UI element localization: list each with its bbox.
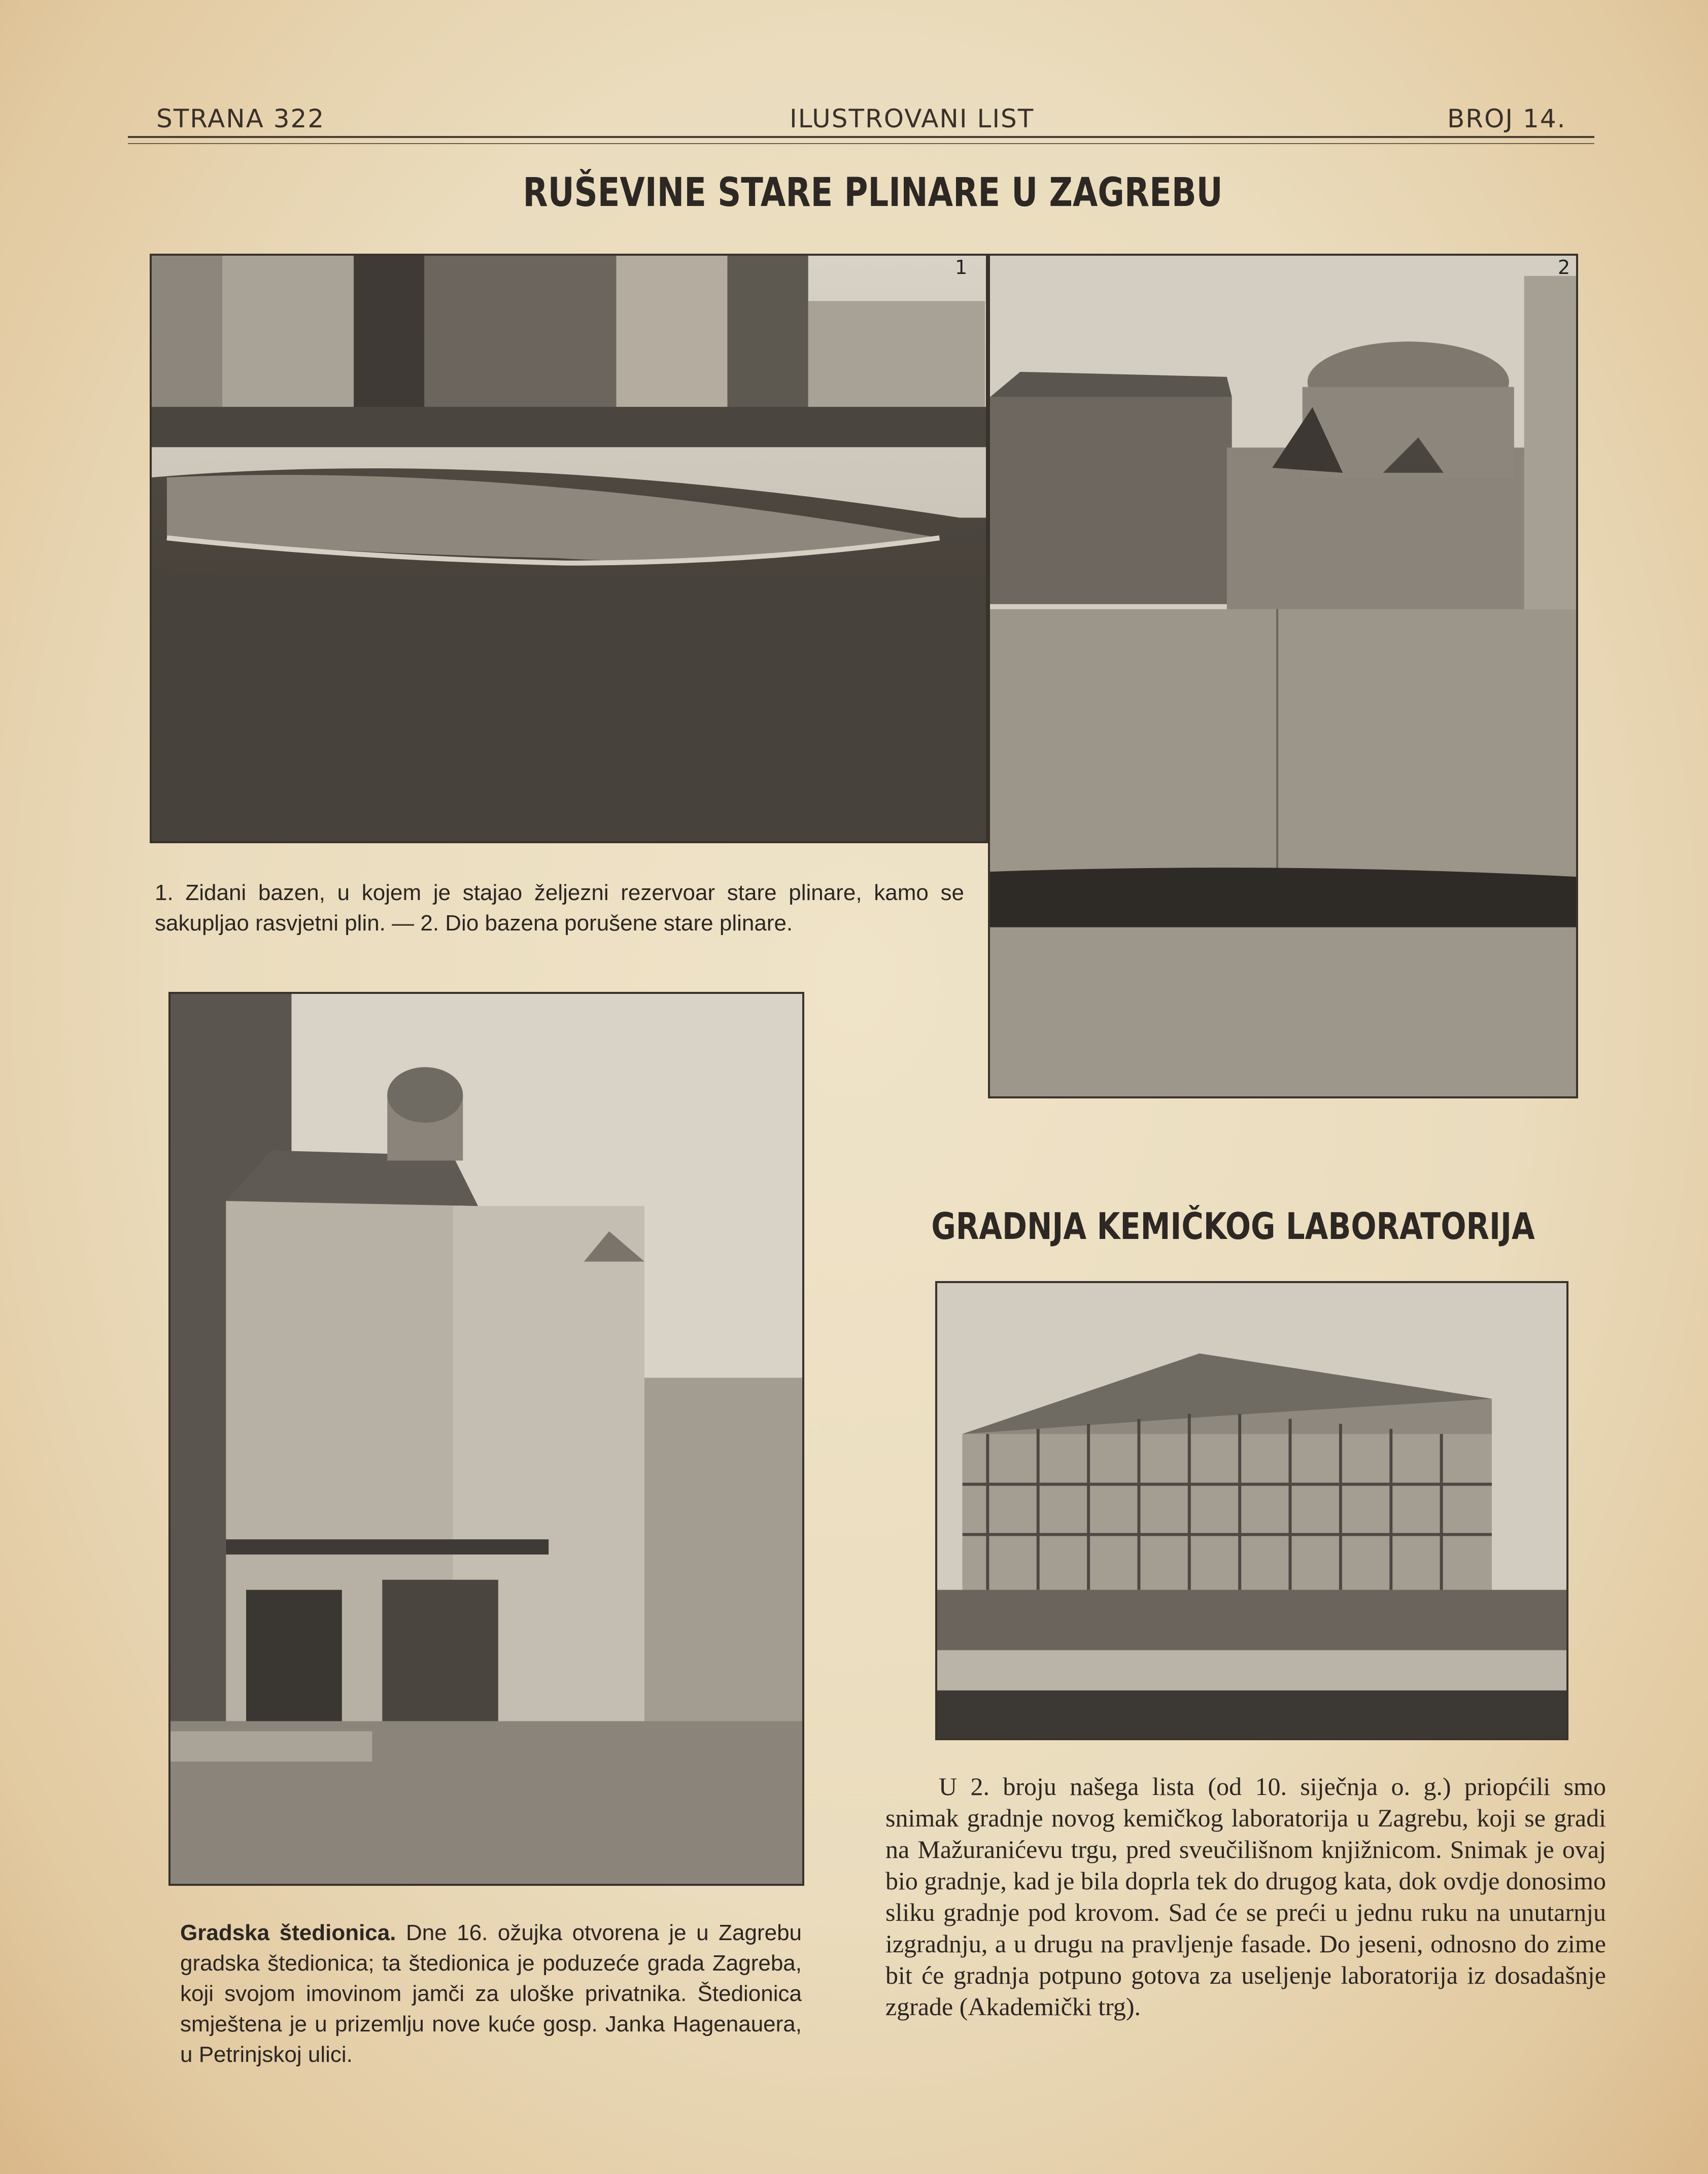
photo-basin-1 xyxy=(150,254,988,843)
page-number: STRANA 322 xyxy=(156,104,325,133)
article-title-laboratory: GRADNJA KEMIČKOG LABORATORIJA xyxy=(931,1205,1535,1248)
article-text-laboratory: U 2. broju našega lista (od 10. siječnja o. g.) priopćili smo snimak gradnje novog kemičkog laboratorija u Zagrebu, koji se gradi na Mažuranićevu trgu, pred sveučilišnom knjižnicom. Snimak je ovaj bio gradnje, kad je bila doprla tek do drugog kata, dok ovdje donosimo sliku gradnje pod krovom. Sad će se preći u jednu ruku na unutarnju izgradnju, a u drugu na pravljenje fasade. Do jeseni, odnosno do zime bit će gradnja potpuno gotova za useljenje laboratorija iz dosadašnje zgrade (Akademički trg). xyxy=(885,1772,1606,2021)
photo-1-number: 1 xyxy=(955,256,968,279)
issue-number: BROJ 14. xyxy=(1447,104,1566,133)
photo-laboratory xyxy=(935,1281,1568,1740)
publication-name: ILUSTROVANI LIST xyxy=(790,104,1035,133)
header-rule xyxy=(128,136,1594,144)
photo-savings-bank xyxy=(168,992,804,1886)
caption-savings-bank xyxy=(180,1918,802,2070)
caption-savings-bank-title: Gradska štedionica. xyxy=(180,1920,396,1945)
article-title-gasworks: RUŠEVINE STARE PLINARE U ZAGREBU xyxy=(523,170,1223,216)
caption-savings-bank-text: Dne 16. ožujka otvorena je u Zagrebu gradska štedionica; ta štedionica je poduzeće grada Zagreba, koji svojom imovinom jamči za uloške privatnika. Štedionica smještena je u prizemlju nove kuće gosp. Janka Hagenauera, u Petrinjskoj ulici. xyxy=(180,1920,802,2067)
photo-basin-2 xyxy=(988,254,1578,1098)
photo-2-number: 2 xyxy=(1558,256,1570,279)
caption-gasworks: 1. Zidani bazen, u kojem je stajao željezni rezervoar stare plinare, kamo se sakupljao rasvjetni plin. — 2. Dio bazena porušene stare plinare. xyxy=(155,880,964,936)
